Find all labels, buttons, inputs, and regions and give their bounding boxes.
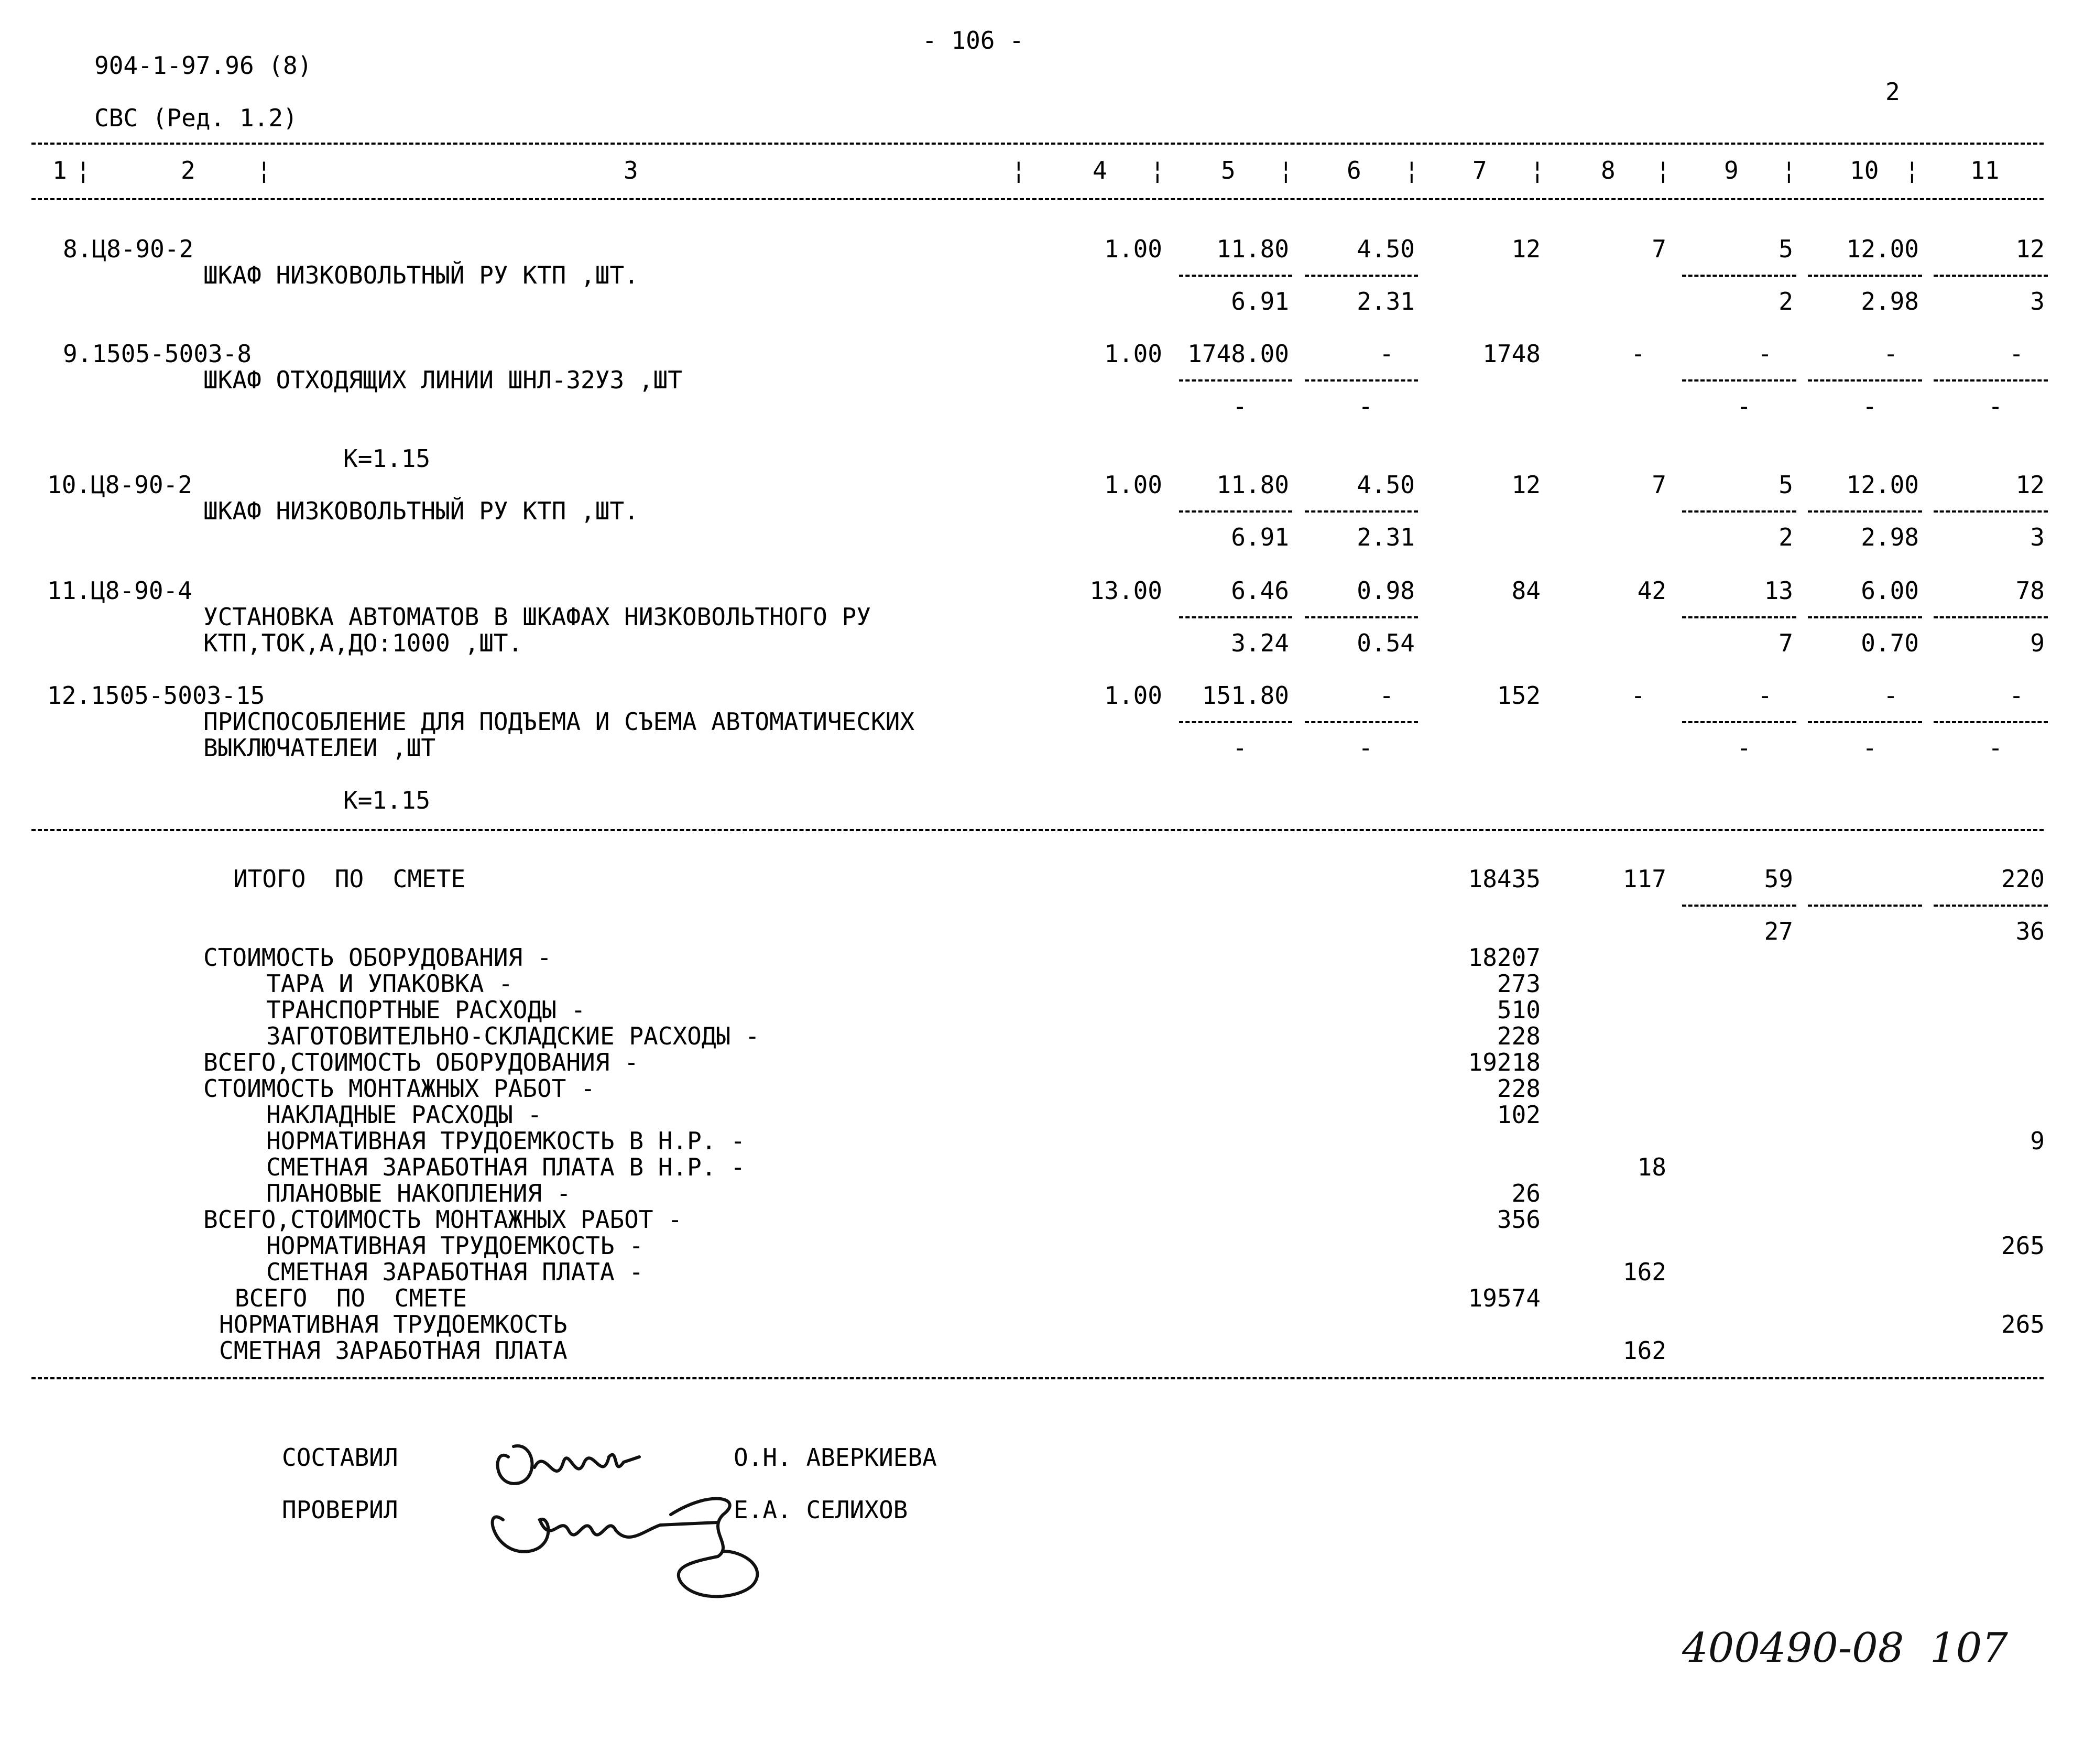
program-version: СВС (Ред. 1.2) xyxy=(94,104,298,132)
cell-divider-line xyxy=(1179,275,1292,277)
subcell-c11: - xyxy=(1988,734,2003,762)
cell-c7: 12 xyxy=(1511,235,1541,263)
coefficient-note: К=1.15 xyxy=(343,444,431,473)
cell-c7: 84 xyxy=(1511,576,1541,605)
subcell-c10: 0.70 xyxy=(1861,629,1919,657)
cell-divider-line xyxy=(1682,510,1796,513)
column-header-8: 8 xyxy=(1601,156,1616,184)
summary-label: ТРАНСПОРТНЫЕ РАСХОДЫ - xyxy=(266,996,586,1024)
subcell-c11: 3 xyxy=(2030,523,2045,551)
cell-c4: 1.00 xyxy=(1104,471,1162,499)
summary-label: ТАРА И УПАКОВКА - xyxy=(266,970,513,998)
coefficient-note: К=1.15 xyxy=(343,786,431,814)
row-description: ПРИСПОСОБЛЕНИЕ ДЛЯ ПОДЪЕМА И СЪЕМА АВТОМАТИЧЕСКИХ xyxy=(203,707,915,736)
column-separator: ¦ xyxy=(1905,156,1919,184)
column-separator: ¦ xyxy=(1656,156,1671,184)
summary-label: СМЕТНАЯ ЗАРАБОТНАЯ ПЛАТА xyxy=(219,1336,568,1365)
cell-divider-line xyxy=(1179,379,1292,382)
cell-divider-line xyxy=(1682,275,1796,277)
column-header-5: 5 xyxy=(1221,156,1236,184)
column-header-11: 11 xyxy=(1970,156,2000,184)
cell-divider-line xyxy=(1682,905,1796,907)
subcell-c5: - xyxy=(1232,734,1247,762)
totals-c9: 59 xyxy=(1764,865,1793,893)
column-header-10: 10 xyxy=(1850,156,1879,184)
subcell-c10: - xyxy=(1862,734,1877,762)
cell-c9: - xyxy=(1758,340,1772,368)
cell-divider-line xyxy=(1934,721,2048,723)
column-separator: ¦ xyxy=(1782,156,1796,184)
subcell-c9: 2 xyxy=(1779,287,1793,315)
subcell-c5: 6.91 xyxy=(1231,523,1289,551)
cell-divider-line xyxy=(1808,510,1922,513)
cell-c10: - xyxy=(1883,340,1898,368)
summary-c7: 102 xyxy=(1497,1101,1541,1129)
cell-divider-line xyxy=(1808,721,1922,723)
totals-sub-c11: 36 xyxy=(2015,917,2045,945)
cell-c10: 12.00 xyxy=(1846,235,1919,263)
cell-divider-line xyxy=(1305,379,1418,382)
cell-c8: - xyxy=(1631,681,1645,710)
subcell-c5: 3.24 xyxy=(1231,629,1289,657)
column-separator: ¦ xyxy=(257,156,271,184)
summary-label: ВСЕГО,СТОИМОСТЬ ОБОРУДОВАНИЯ - xyxy=(203,1048,639,1076)
subcell-c9: - xyxy=(1737,392,1751,420)
cell-divider-line xyxy=(1179,721,1292,723)
subcell-c6: - xyxy=(1358,392,1373,420)
summary-c8: 162 xyxy=(1622,1336,1666,1365)
cell-divider-line xyxy=(1305,616,1418,618)
cell-c9: - xyxy=(1758,681,1772,710)
cell-c4: 13.00 xyxy=(1089,576,1162,605)
subcell-c9: 2 xyxy=(1779,523,1793,551)
row-description: УСТАНОВКА АВТОМАТОВ В ШКАФАХ НИЗКОВОЛЬТНОГО РУ xyxy=(203,603,871,631)
cell-divider-line xyxy=(1808,275,1922,277)
cell-c6: 4.50 xyxy=(1357,235,1415,263)
cell-c7: 1748 xyxy=(1482,340,1541,368)
doc-code: 904-1-97.96 (8) xyxy=(94,51,312,80)
cell-divider-line xyxy=(1934,616,2048,618)
row-description: ШКАФ НИЗКОВОЛЬТНЫЙ РУ КТП ,ШТ. xyxy=(203,497,639,525)
totals-c7: 18435 xyxy=(1468,865,1541,893)
subcell-c10: 2.98 xyxy=(1861,287,1919,315)
cell-c10: 6.00 xyxy=(1861,576,1919,605)
summary-label: ВСЕГО,СТОИМОСТЬ МОНТАЖНЫХ РАБОТ - xyxy=(203,1205,682,1234)
row-code: 9.1505-5003-8 xyxy=(63,340,252,368)
totals-sub-c9: 27 xyxy=(1764,917,1793,945)
row-code: 10.Ц8-90-2 xyxy=(47,471,192,499)
compiled-name: О.Н. АВЕРКИЕВА xyxy=(734,1443,937,1472)
row-description: ШКАФ ОТХОДЯЩИХ ЛИНИИ ШНЛ-32У3 ,ШТ xyxy=(203,366,682,394)
sheet-number: 2 xyxy=(1885,78,1900,106)
row-code: 12.1505-5003-15 xyxy=(47,681,265,710)
cell-c10: - xyxy=(1883,681,1898,710)
summary-label: НОРМАТИВНАЯ ТРУДОЕМКОСТЬ xyxy=(219,1310,568,1338)
cell-c5: 11.80 xyxy=(1216,471,1289,499)
subcell-c5: 6.91 xyxy=(1231,287,1289,315)
compiled-label: СОСТАВИЛ xyxy=(282,1443,398,1472)
subcell-c10: 2.98 xyxy=(1861,523,1919,551)
subcell-c6: 2.31 xyxy=(1357,287,1415,315)
cell-c4: 1.00 xyxy=(1104,681,1162,710)
cell-c5: 6.46 xyxy=(1231,576,1289,605)
cell-divider-line xyxy=(1682,616,1796,618)
cell-c7: 152 xyxy=(1497,681,1541,710)
cell-c10: 12.00 xyxy=(1846,471,1919,499)
column-header-9: 9 xyxy=(1724,156,1739,184)
cell-divider-line xyxy=(1934,510,2048,513)
cell-c5: 151.80 xyxy=(1202,681,1289,710)
subcell-c11: 3 xyxy=(2030,287,2045,315)
summary-c7: 228 xyxy=(1497,1022,1541,1050)
handwritten-signature xyxy=(472,1425,797,1604)
summary-end-rule xyxy=(31,1377,2044,1379)
summary-c11: 9 xyxy=(2030,1127,2045,1155)
cell-divider-line xyxy=(1305,510,1418,513)
column-separator: ¦ xyxy=(1279,156,1293,184)
cell-c9: 5 xyxy=(1779,471,1793,499)
header-top-rule xyxy=(31,143,2044,145)
summary-c7: 273 xyxy=(1497,970,1541,998)
cell-divider-line xyxy=(1682,379,1796,382)
summary-label: СТОИМОСТЬ МОНТАЖНЫХ РАБОТ - xyxy=(203,1074,595,1103)
summary-c11: 265 xyxy=(2001,1310,2045,1338)
cell-c6: 0.98 xyxy=(1357,576,1415,605)
summary-label: НОРМАТИВНАЯ ТРУДОЕМКОСТЬ В Н.Р. - xyxy=(266,1127,745,1155)
column-separator: ¦ xyxy=(1150,156,1165,184)
cell-c4: 1.00 xyxy=(1104,235,1162,263)
cell-c11: - xyxy=(2009,681,2024,710)
summary-label: НАКЛАДНЫЕ РАСХОДЫ - xyxy=(266,1101,542,1129)
cell-c9: 5 xyxy=(1779,235,1793,263)
table-end-rule xyxy=(31,829,2044,831)
row-description: ВЫКЛЮЧАТЕЛЕИ ,ШТ xyxy=(203,734,436,762)
summary-label: НОРМАТИВНАЯ ТРУДОЕМКОСТЬ - xyxy=(266,1232,644,1260)
cell-c5: 1748.00 xyxy=(1187,340,1289,368)
cell-divider-line xyxy=(1934,905,2048,907)
column-header-6: 6 xyxy=(1347,156,1361,184)
cell-c6: 4.50 xyxy=(1357,471,1415,499)
cell-c11: 78 xyxy=(2015,576,2045,605)
cell-divider-line xyxy=(1808,616,1922,618)
summary-label: СТОИМОСТЬ ОБОРУДОВАНИЯ - xyxy=(203,943,552,972)
cell-divider-line xyxy=(1179,616,1292,618)
summary-c7: 26 xyxy=(1511,1179,1541,1207)
row-description: КТП,ТОК,А,ДО:1000 ,ШТ. xyxy=(203,629,523,657)
column-header-4: 4 xyxy=(1093,156,1107,184)
column-header-7: 7 xyxy=(1472,156,1487,184)
subcell-c11: - xyxy=(1988,392,2003,420)
handwritten-archive-number: 400490-08 107 xyxy=(1682,1625,2008,1672)
cell-divider-line xyxy=(1808,379,1922,382)
summary-c8: 18 xyxy=(1637,1153,1666,1181)
summary-label: ПЛАНОВЫЕ НАКОПЛЕНИЯ - xyxy=(266,1179,571,1207)
cell-divider-line xyxy=(1934,379,2048,382)
subcell-c9: - xyxy=(1737,734,1751,762)
subcell-c6: - xyxy=(1358,734,1373,762)
summary-c7: 19218 xyxy=(1468,1048,1541,1076)
column-separator: ¦ xyxy=(76,156,91,184)
cell-divider-line xyxy=(1808,905,1922,907)
row-code: 8.Ц8-90-2 xyxy=(63,235,194,263)
cell-c11: 12 xyxy=(2015,471,2045,499)
summary-c7: 356 xyxy=(1497,1205,1541,1234)
totals-c8: 117 xyxy=(1622,865,1666,893)
column-header-2: 2 xyxy=(181,156,195,184)
cell-c4: 1.00 xyxy=(1104,340,1162,368)
cell-c8: 42 xyxy=(1637,576,1666,605)
cell-divider-line xyxy=(1305,275,1418,277)
row-code: 11.Ц8-90-4 xyxy=(47,576,192,605)
column-separator: ¦ xyxy=(1530,156,1545,184)
page-number: - 106 - xyxy=(922,26,1024,55)
subcell-c6: 0.54 xyxy=(1357,629,1415,657)
cell-c7: 12 xyxy=(1511,471,1541,499)
cell-c8: 7 xyxy=(1652,235,1666,263)
column-separator: ¦ xyxy=(1404,156,1419,184)
subcell-c10: - xyxy=(1862,392,1877,420)
checked-name: Е.А. СЕЛИХОВ xyxy=(734,1496,908,1524)
summary-c7: 19574 xyxy=(1468,1284,1541,1312)
header-bottom-rule xyxy=(31,198,2044,200)
summary-label: СМЕТНАЯ ЗАРАБОТНАЯ ПЛАТА - xyxy=(266,1258,644,1286)
cell-divider-line xyxy=(1179,510,1292,513)
subcell-c9: 7 xyxy=(1779,629,1793,657)
summary-label: СМЕТНАЯ ЗАРАБОТНАЯ ПЛАТА В Н.Р. - xyxy=(266,1153,745,1181)
cell-c9: 13 xyxy=(1764,576,1793,605)
summary-c7: 228 xyxy=(1497,1074,1541,1103)
column-header-1: 1 xyxy=(52,156,67,184)
cell-divider-line xyxy=(1682,721,1796,723)
summary-c8: 162 xyxy=(1622,1258,1666,1286)
cell-divider-line xyxy=(1934,275,2048,277)
cell-c11: 12 xyxy=(2015,235,2045,263)
cell-c6: - xyxy=(1379,340,1394,368)
cell-c6: - xyxy=(1379,681,1394,710)
checked-label: ПРОВЕРИЛ xyxy=(282,1496,398,1524)
cell-c11: - xyxy=(2009,340,2024,368)
summary-label: ВСЕГО ПО СМЕТЕ xyxy=(235,1284,467,1312)
subcell-c5: - xyxy=(1232,392,1247,420)
cell-c5: 11.80 xyxy=(1216,235,1289,263)
column-separator: ¦ xyxy=(1011,156,1026,184)
cell-c8: 7 xyxy=(1652,471,1666,499)
column-header-3: 3 xyxy=(624,156,638,184)
summary-c7: 18207 xyxy=(1468,943,1541,972)
totals-label: ИТОГО ПО СМЕТЕ xyxy=(233,865,466,893)
summary-c7: 510 xyxy=(1497,996,1541,1024)
cell-divider-line xyxy=(1305,721,1418,723)
row-description: ШКАФ НИЗКОВОЛЬТНЫЙ РУ КТП ,ШТ. xyxy=(203,261,639,289)
cell-c8: - xyxy=(1631,340,1645,368)
subcell-c6: 2.31 xyxy=(1357,523,1415,551)
summary-c11: 265 xyxy=(2001,1232,2045,1260)
totals-c11: 220 xyxy=(2001,865,2045,893)
subcell-c11: 9 xyxy=(2030,629,2045,657)
summary-label: ЗАГОТОВИТЕЛЬНО-СКЛАДСКИЕ РАСХОДЫ - xyxy=(266,1022,760,1050)
